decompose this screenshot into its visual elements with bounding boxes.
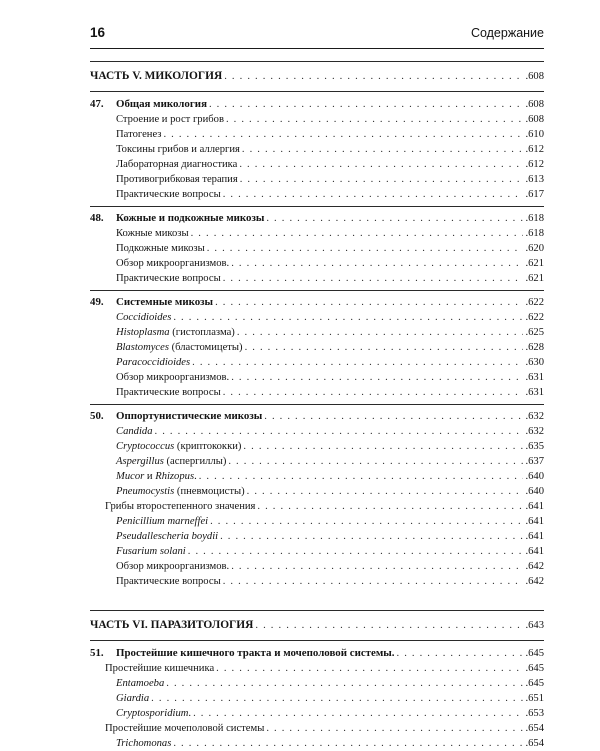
toc-entry[interactable] xyxy=(90,187,544,202)
leader-dots xyxy=(226,112,523,127)
toc-entry[interactable] xyxy=(90,529,544,544)
organism-name: Fusarium solani xyxy=(116,546,186,557)
organism-name: Candida xyxy=(116,426,153,437)
toc-entry[interactable] xyxy=(90,172,544,187)
entry-title: Простейшие мочеполовой системы xyxy=(105,723,265,734)
toc-entry[interactable] xyxy=(90,439,544,454)
page-ref: .641 xyxy=(525,501,544,512)
page-ref: .612 xyxy=(525,144,544,155)
toc-chapter-51[interactable] xyxy=(90,646,544,661)
toc-entry[interactable] xyxy=(90,325,544,340)
entry-suffix: (пневмоцисты) xyxy=(174,486,245,497)
entry-suffix: (аспергиллы) xyxy=(163,456,227,467)
page-ref: .640 xyxy=(525,486,544,497)
page-ref: .622 xyxy=(525,297,544,308)
page-ref: .618 xyxy=(525,213,544,224)
page-ref: .631 xyxy=(525,372,544,383)
running-title: Содержание xyxy=(470,26,544,40)
page-header xyxy=(90,22,544,49)
leader-dots xyxy=(191,226,524,241)
leader-dots xyxy=(245,340,524,355)
chapter-number: 51. xyxy=(90,647,104,659)
toc-subgroup[interactable] xyxy=(90,721,544,736)
divider xyxy=(90,290,544,291)
page-ref: .645 xyxy=(525,648,544,659)
divider xyxy=(90,91,544,92)
toc-chapter-50[interactable] xyxy=(90,409,544,424)
organism-name: Histoplasma xyxy=(116,327,170,338)
page-ref: .642 xyxy=(525,561,544,572)
leader-dots xyxy=(210,514,523,529)
organism-name: Cryptococcus xyxy=(116,441,175,452)
toc-entry[interactable] xyxy=(90,484,544,499)
page-ref: .613 xyxy=(525,174,544,185)
organism-name: Rhizopus xyxy=(155,471,195,482)
toc-entry[interactable] xyxy=(90,691,544,706)
leader-dots xyxy=(231,559,523,574)
divider xyxy=(90,610,544,611)
page-ref: .641 xyxy=(525,546,544,557)
toc-entry[interactable] xyxy=(90,370,544,385)
toc-entry[interactable] xyxy=(90,226,544,241)
toc-entry[interactable] xyxy=(90,355,544,370)
leader-dots xyxy=(239,157,523,172)
toc-entry[interactable] xyxy=(90,142,544,157)
leader-dots xyxy=(255,617,523,635)
organism-name: Aspergillus xyxy=(116,456,164,467)
leader-dots xyxy=(166,676,523,691)
leader-dots xyxy=(223,385,524,400)
page-ref: .608 xyxy=(525,71,544,82)
entry-title: Обзор микроорганизмов. xyxy=(116,561,230,572)
chapter-title: Оппортунистические микозы xyxy=(116,410,263,422)
leader-dots xyxy=(397,646,524,661)
toc-entry[interactable] xyxy=(90,385,544,400)
organism-name: Penicillium marneffei xyxy=(116,516,209,527)
page-ref: .645 xyxy=(525,663,544,674)
page-ref: .621 xyxy=(525,273,544,284)
leader-dots xyxy=(266,211,523,226)
chapter-title: Простейшие кишечного тракта и мочеполовой системы. xyxy=(116,647,395,659)
toc-part-vi[interactable] xyxy=(90,616,544,634)
leader-dots xyxy=(228,454,523,469)
entry-suffix: (бластомицеты) xyxy=(168,342,243,353)
entry-title: Противогрибковая терапия xyxy=(116,174,238,185)
organism-name: Paracoccidioides xyxy=(116,357,191,368)
entry-suffix: (криптококки) xyxy=(174,441,242,452)
organism-name: Pseudallescheria boydii xyxy=(116,531,219,542)
entry-title: Кожные микозы xyxy=(116,228,189,239)
toc-chapter-47[interactable] xyxy=(90,97,544,112)
organism-name: Coccidioides xyxy=(116,312,172,323)
divider xyxy=(90,206,544,207)
entry-suffix: . xyxy=(194,471,197,482)
leader-dots xyxy=(151,691,523,706)
toc-entry[interactable] xyxy=(90,706,544,721)
page-ref: .632 xyxy=(525,426,544,437)
page-number: 16 xyxy=(90,25,106,40)
divider xyxy=(90,404,544,405)
leader-dots xyxy=(155,424,524,439)
page-ref: .641 xyxy=(525,516,544,527)
toc-entry[interactable] xyxy=(90,310,544,325)
entry-title: Практические вопросы xyxy=(116,387,221,398)
toc-chapter-49[interactable] xyxy=(90,295,544,310)
page-ref: .630 xyxy=(525,357,544,368)
organism-name: Trichomonas xyxy=(116,738,172,749)
leader-dots xyxy=(266,721,523,736)
toc-entry[interactable] xyxy=(90,514,544,529)
toc-entry[interactable] xyxy=(90,559,544,574)
toc-entry[interactable] xyxy=(90,676,544,691)
leader-dots xyxy=(220,529,523,544)
page-ref: .651 xyxy=(525,693,544,704)
leader-dots xyxy=(207,241,524,256)
leader-dots xyxy=(209,97,523,112)
page-ref: .637 xyxy=(525,456,544,467)
leader-dots xyxy=(223,271,524,286)
entry-title: Токсины грибов и аллергия xyxy=(116,144,240,155)
chapter-title: Системные микозы xyxy=(116,296,214,308)
entry-title: Обзор микроорганизмов. xyxy=(116,372,230,383)
page-ref: .628 xyxy=(525,342,544,353)
leader-dots xyxy=(216,661,523,676)
page-ref: .654 xyxy=(525,723,544,734)
page-ref: .610 xyxy=(525,129,544,140)
page-ref: .621 xyxy=(525,258,544,269)
entry-title: Практические вопросы xyxy=(116,576,221,587)
entry-title: Практические вопросы xyxy=(116,189,221,200)
leader-dots xyxy=(215,295,523,310)
chapter-title: Общая микология xyxy=(116,98,207,110)
leader-dots xyxy=(242,142,524,157)
organism-name: Mucor xyxy=(116,471,145,482)
entry-title: Простейшие кишечника xyxy=(105,663,215,674)
part-title: ЧАСТЬ VI. ПАРАЗИТОЛОГИЯ xyxy=(90,619,254,631)
divider xyxy=(90,640,544,641)
leader-dots xyxy=(231,256,523,271)
chapter-number: 47. xyxy=(90,98,104,110)
leader-dots xyxy=(193,706,523,721)
page-ref: .640 xyxy=(525,471,544,482)
entry-title: Практические вопросы xyxy=(116,273,221,284)
chapter-title: Кожные и подкожные микозы xyxy=(116,212,265,224)
entry-title: Патогенез xyxy=(116,129,162,140)
page-ref: .625 xyxy=(525,327,544,338)
chapter-number: 49. xyxy=(90,296,104,308)
leader-dots xyxy=(237,325,524,340)
organism-name: Giardia xyxy=(116,693,150,704)
leader-dots xyxy=(188,544,524,559)
entry-title: Грибы второстепенного значения xyxy=(105,501,256,512)
page-ref: .645 xyxy=(525,678,544,689)
page-ref: .642 xyxy=(525,576,544,587)
page-ref: .612 xyxy=(525,159,544,170)
page-ref: .653 xyxy=(525,708,544,719)
organism-name: Pneumocystis xyxy=(116,486,175,497)
chapter-number: 48. xyxy=(90,212,104,224)
table-of-contents xyxy=(90,55,544,751)
leader-dots xyxy=(247,484,524,499)
entry-title: Подкожные микозы xyxy=(116,243,205,254)
divider xyxy=(90,61,544,62)
toc-chapter-48[interactable] xyxy=(90,211,544,226)
toc-entry[interactable] xyxy=(90,127,544,142)
entry-conjunction: и xyxy=(144,471,156,482)
page-ref: .632 xyxy=(525,411,544,422)
toc-subgroup[interactable] xyxy=(90,499,544,514)
leader-dots xyxy=(223,187,524,202)
leader-dots xyxy=(257,499,523,514)
toc-subgroup[interactable] xyxy=(90,661,544,676)
toc-entry[interactable] xyxy=(90,271,544,286)
page-ref: .608 xyxy=(525,99,544,110)
toc-entry[interactable] xyxy=(90,424,544,439)
page-ref: .620 xyxy=(525,243,544,254)
toc-entry[interactable] xyxy=(90,241,544,256)
entry-title: Строение и рост грибов xyxy=(116,114,224,125)
leader-dots xyxy=(173,310,523,325)
leader-dots xyxy=(264,409,523,424)
toc-entry[interactable] xyxy=(90,574,544,589)
toc-entry[interactable] xyxy=(90,544,544,559)
part-title: ЧАСТЬ V. МИКОЛОГИЯ xyxy=(90,70,223,82)
page-ref: .643 xyxy=(525,620,544,631)
entry-suffix: (гистоплазма) xyxy=(169,327,235,338)
toc-entry[interactable] xyxy=(90,112,544,127)
leader-dots xyxy=(231,370,523,385)
page-ref: .622 xyxy=(525,312,544,323)
page-ref: .608 xyxy=(525,114,544,125)
leader-dots xyxy=(223,574,524,589)
organism-name: Entamoeba xyxy=(116,678,165,689)
page-ref: .617 xyxy=(525,189,544,200)
leader-dots xyxy=(163,127,523,142)
entry-suffix: . xyxy=(188,708,192,719)
leader-dots xyxy=(240,172,524,187)
entry-title: Лабораторная диагностика xyxy=(116,159,238,170)
page-ref: .635 xyxy=(525,441,544,452)
toc-part-v[interactable] xyxy=(90,67,544,85)
toc-entry[interactable] xyxy=(90,256,544,271)
toc-entry[interactable] xyxy=(90,469,544,484)
page-ref: .641 xyxy=(525,531,544,542)
page-ref: .618 xyxy=(525,228,544,239)
toc-entry[interactable] xyxy=(90,340,544,355)
organism-name: Blastomyces xyxy=(116,342,169,353)
leader-dots xyxy=(199,469,524,484)
toc-entry[interactable] xyxy=(90,736,544,751)
page-ref: .631 xyxy=(525,387,544,398)
page-ref: .654 xyxy=(525,738,544,749)
toc-entry[interactable] xyxy=(90,454,544,469)
leader-dots xyxy=(224,68,523,86)
chapter-number: 50. xyxy=(90,410,104,422)
leader-dots xyxy=(192,355,523,370)
leader-dots xyxy=(243,439,523,454)
toc-entry[interactable] xyxy=(90,157,544,172)
organism-name: Cryptosporidium xyxy=(116,708,189,719)
leader-dots xyxy=(173,736,523,751)
entry-title: Обзор микроорганизмов. xyxy=(116,258,230,269)
